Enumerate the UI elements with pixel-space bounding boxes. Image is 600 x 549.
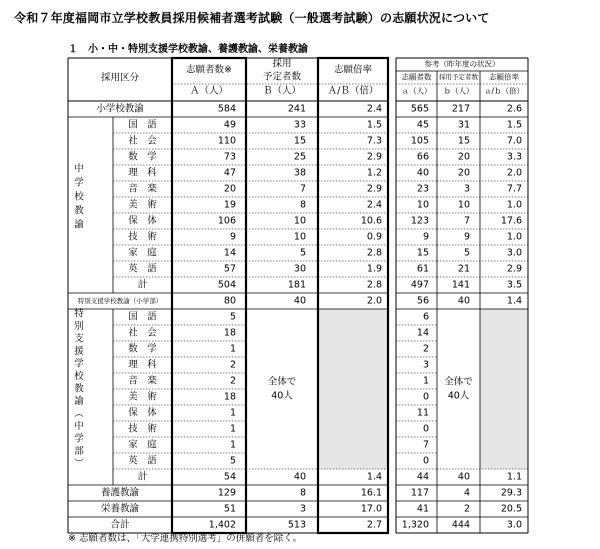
header-ratio-unit: Ａ/Ｂ（倍） [327,85,379,97]
ref-applicants-value: 11 [416,407,429,419]
ref-planned-value: 20 [457,167,470,179]
planned-value: 33 [293,119,306,131]
row-label: 合計 [110,519,130,531]
ref-planned-value: 7 [463,215,470,227]
applicants-value: 57 [223,263,236,275]
ref-ratio-value: 1.5 [506,119,522,131]
row-label: 理 科 [128,167,157,179]
applicants-value: 80 [223,295,236,307]
ref-planned-value: 40 [457,471,470,483]
ref-applicants-value: 23 [416,183,429,195]
ref-applicants-value: 1,320 [401,519,429,531]
group-label-special-junior-high: 特 [74,308,84,320]
header-reference: 参考（昨年度の状況） [424,59,500,69]
row-label: 技 術 [128,231,157,243]
planned-value: 38 [293,167,306,179]
group-label-special-junior-high: ︵ [74,408,84,420]
applicants-value: 73 [223,151,236,163]
applicants-value: 1 [229,439,236,451]
row-label: 美 術 [128,199,157,211]
ref-ratio-value: 1.4 [506,295,522,307]
merged-ref-planned: 40人 [447,390,470,402]
ratio-value: 2.8 [366,279,382,291]
ratio-value: 2.4 [366,199,382,211]
applicants-value: 51 [223,503,236,515]
applicants-value: 49 [223,119,236,131]
row-label: 養護教諭 [100,487,140,499]
ref-planned-value: 40 [457,295,470,307]
footnote: ※ 志願者数は、「大学連携特別選考」の併願者を除く。 [68,533,303,544]
ratio-value: 2.9 [366,151,382,163]
ratio-value: 1.5 [366,119,382,131]
planned-value: 241 [287,103,306,115]
header-planned: 予定者数 [262,71,302,83]
planned-value: 30 [293,263,306,275]
merged-ref-planned: 全体で [444,376,473,388]
ref-ratio-value: 29.3 [500,487,522,499]
planned-value: 5 [299,247,306,259]
section-heading: １ 小・中・特別支援学校教諭、養護教諭、栄養教諭 [68,44,308,55]
ref-applicants-value: 0 [422,423,429,435]
header-applicants: 志願者数※ [186,64,232,76]
ref-ratio-value: 17.6 [500,215,522,227]
ratio-value: 16.1 [360,487,382,499]
ratio-value: 1.4 [366,471,382,483]
header-ref-unit: ａ（人） [401,86,432,96]
applicants-value: 110 [217,135,236,147]
row-label: 数 学 [128,343,157,355]
planned-value: 40 [293,295,306,307]
ref-planned-value: 2 [463,503,470,515]
row-label: 栄養教諭 [100,503,140,515]
group-label-junior-high: 中 [74,163,84,175]
group-label-special-junior-high: 学 [74,433,84,445]
applicants-value: 1,402 [208,519,236,531]
ref-ratio-value: 2.0 [506,167,522,179]
applicants-value: 106 [217,215,236,227]
ref-ratio-value: 2.6 [506,103,522,115]
row-label: 特別支援学校教諭（小学部） [77,297,163,305]
ref-applicants-value: 10 [416,199,429,211]
ref-applicants-value: 565 [410,103,429,115]
ref-applicants-value: 3 [422,359,429,371]
ratio-value: 2.7 [366,519,382,531]
ref-ratio-value: 1.1 [506,471,522,483]
ref-applicants-value: 9 [422,231,429,243]
ratio-value: 2.8 [366,247,382,259]
ref-applicants-value: 45 [416,119,429,131]
applicants-value: 14 [223,247,236,259]
planned-value: 10 [293,231,306,243]
planned-value: 10 [293,215,306,227]
applicants-value: 1 [229,423,236,435]
page-title: 令和７年度福岡市立学校教員採用候補者選考試験（一般選考試験）の志願状況について [14,11,490,25]
group-label-special-junior-high: ︶ [74,458,84,470]
group-label-junior-high: 校 [74,191,84,203]
group-label-special-junior-high: 中 [74,421,84,432]
ref-planned-value: 9 [463,231,470,243]
row-label: 音 楽 [128,375,157,387]
ref-applicants-value: 497 [410,279,429,291]
applicants-value: 129 [217,487,236,499]
row-label: 小学校教諭 [96,103,144,115]
applicants-value: 9 [229,231,236,243]
ref-planned-value: 5 [463,247,470,259]
shaded-cell [480,309,528,469]
row-label: 計 [137,279,148,291]
row-label: 計 [137,471,148,483]
ref-applicants-value: 40 [416,167,429,179]
applicants-value: 5 [229,455,236,467]
shaded-cell [318,309,388,469]
header-ref-ratio: 志願倍率 [489,72,519,82]
ref-applicants-value: 0 [422,391,429,403]
ref-applicants-value: 2 [422,343,429,355]
applicants-value: 20 [223,183,236,195]
header-planned-unit: Ｂ（人） [262,85,302,97]
ratio-value: 10.6 [360,215,382,227]
planned-value: 8 [299,199,306,211]
ratio-value: 2.0 [366,295,382,307]
ratio-value: 7.3 [366,135,382,147]
ref-planned-value: 3 [463,183,470,195]
ref-ratio-value: 3.3 [506,151,522,163]
ref-ratio-value: 3.5 [506,279,522,291]
applicants-value: 584 [217,103,236,115]
ref-planned-value: 141 [451,279,470,291]
group-label-special-junior-high: 学 [74,358,84,370]
row-label: 技 術 [128,423,157,435]
group-label-special-junior-high: 援 [74,346,84,357]
ref-planned-value: 20 [457,151,470,163]
ref-planned-value: 217 [451,103,470,115]
ref-ratio-value: 2.9 [506,263,522,275]
group-label-junior-high: 学 [74,177,84,189]
ref-applicants-value: 44 [416,471,429,483]
row-label: 英 語 [128,263,157,275]
ref-ratio-value: 3.0 [506,519,522,531]
row-label: 美 術 [128,391,157,403]
header-applicants-unit: Ａ（人） [189,85,229,97]
ref-applicants-value: 15 [416,247,429,259]
merged-planned: 40人 [271,390,293,402]
group-label-junior-high: 諭 [74,219,84,231]
applicants-value: 19 [223,199,236,211]
planned-value: 8 [299,487,306,499]
row-label: 保 体 [128,215,157,227]
ref-planned-value: 444 [451,519,470,531]
ref-ratio-value: 7.7 [506,183,522,195]
ref-ratio-value: 7.0 [506,135,522,147]
row-label: 数 学 [128,151,157,163]
ref-applicants-value: 1 [422,375,429,387]
applicants-value: 18 [223,391,236,403]
applicants-value: 504 [217,279,236,291]
row-label: 社 会 [128,135,157,147]
planned-value: 3 [299,503,306,515]
applicants-value: 1 [229,407,236,419]
ref-applicants-value: 0 [422,455,429,467]
row-label: 社 会 [128,327,157,339]
group-label-special-junior-high: 支 [74,333,84,345]
planned-value: 181 [287,279,306,291]
ref-applicants-value: 7 [422,439,429,451]
ref-applicants-value: 6 [422,311,429,323]
row-label: 保 体 [128,407,157,419]
ratio-value: 1.9 [366,263,382,275]
row-label: 国 語 [128,119,157,131]
planned-value: 513 [287,519,306,531]
row-label: 家 庭 [128,247,157,259]
row-label: 国 語 [128,311,157,323]
ref-planned-value: 21 [457,263,470,275]
applicants-value: 5 [229,311,236,323]
header-ref-planned: 採用予定者数 [439,73,478,81]
ratio-value: 2.9 [366,183,382,195]
planned-value: 40 [293,471,306,483]
ref-ratio-value: 3.0 [506,247,522,259]
ref-applicants-value: 61 [416,263,429,275]
ref-planned-value: 4 [463,487,470,499]
ref-planned-value: 10 [457,199,470,211]
ratio-value: 1.2 [366,167,382,179]
header-planned: 採用 [272,58,292,70]
group-label-special-junior-high: 部 [74,446,84,457]
group-label-special-junior-high: 教 [74,383,84,395]
planned-value: 25 [293,151,306,163]
group-label-junior-high: 教 [74,205,84,217]
applicants-value: 1 [229,343,236,355]
row-label: 理 科 [128,359,157,371]
header-ref-unit: ｂ（人） [443,86,474,96]
ref-applicants-value: 117 [410,487,429,499]
ref-applicants-value: 66 [416,151,429,163]
applicants-value: 54 [223,471,236,483]
group-label-special-junior-high: 別 [74,321,84,332]
ref-applicants-value: 123 [410,215,429,227]
ratio-value: 2.4 [366,103,382,115]
row-label: 英 語 [128,455,157,467]
header-ratio: 志願倍率 [333,64,373,76]
group-label-special-junior-high: 諭 [74,396,84,407]
header-ref-applicants: 志願者数 [401,72,432,82]
ref-planned-value: 15 [457,135,470,147]
ref-ratio-value: 1.0 [506,199,522,211]
row-label: 音 楽 [128,183,157,195]
applicants-value: 2 [229,375,236,387]
header-ref-unit: ａ/ｂ（倍） [483,86,525,96]
planned-value: 7 [299,183,306,195]
ref-planned-value: 31 [457,119,470,131]
ref-ratio-value: 20.5 [500,503,522,515]
planned-value: 15 [293,135,306,147]
ref-applicants-value: 41 [416,503,429,515]
ratio-value: 0.9 [366,231,382,243]
applicants-value: 47 [223,167,236,179]
ref-applicants-value: 105 [410,135,429,147]
applicants-value: 2 [229,359,236,371]
ratio-value: 17.0 [360,503,382,515]
group-label-special-junior-high: 校 [74,371,84,382]
ref-applicants-value: 14 [416,327,429,339]
header-category: 採用区分 [100,72,140,84]
row-label: 家 庭 [128,439,157,451]
merged-planned: 全体で [267,376,297,388]
ref-applicants-value: 56 [416,295,429,307]
ref-ratio-value: 1.0 [506,231,522,243]
applicants-value: 18 [223,327,236,339]
